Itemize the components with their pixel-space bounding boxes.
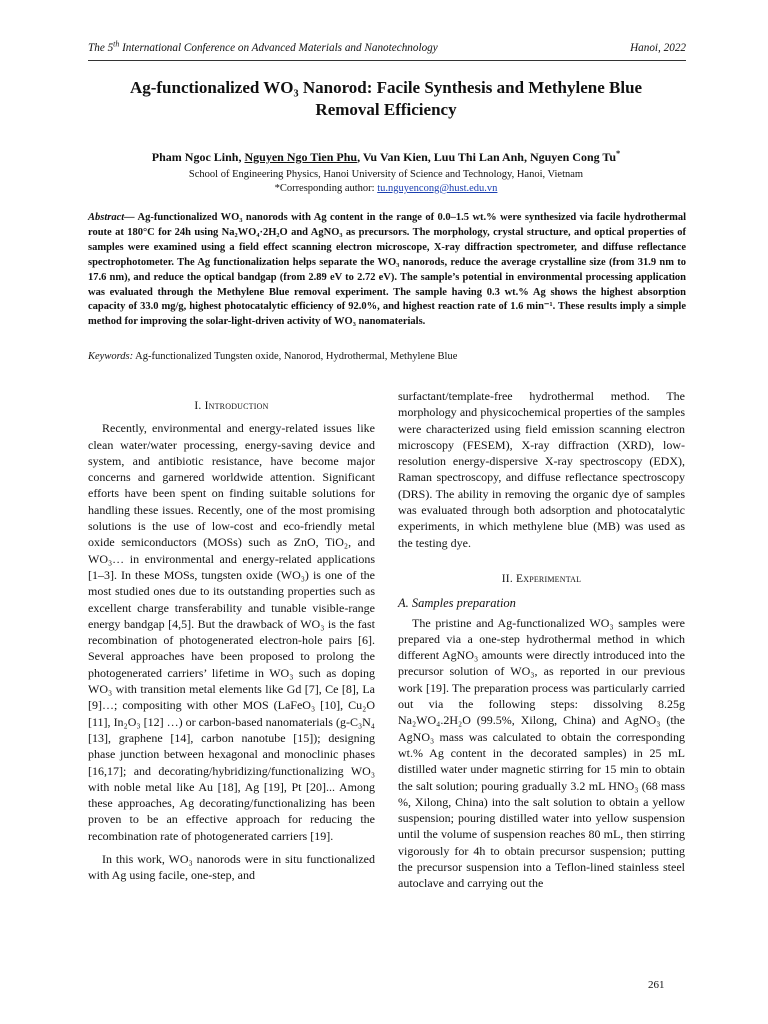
abstract-text: Ag-functionalized WO₃ nanorods with Ag content in the range of 0.0–1.5 wt.% were synthesized via facile hydrothermal route at 180°C for 24h using Na₂WO₄·2H₂O and AgNO₃ as precursors. The morphology, crystal structure, and optical properties of samples were examined using a field effect scanning electron microscope, X-ray diffraction spectrometer, and diffuse reflectance spectrophotometer. The Ag functionalization helps separate the WO₃ nanorods, reduce the average crystalline size (from 31.9 nm to 17.6 nm), and reduce the optical bandgap (from 2.89 eV to 2.72 eV). The sample’s potential in environmental processing application was evaluated through the Methylene Blue removal experiment. The sample having 0.3 wt.% Ag shows the highest absorption capacity of 33.0 mg/g, highest photocatalytic efficiency of 92.0%, and highest reaction rate of 1.6 min⁻¹. These results imply a simple method for improving the solar-light-driven activity of WO₃ nanomaterials. bbox=[88, 212, 686, 328]
title-line-2: Removal Efficiency bbox=[315, 100, 457, 119]
running-header bbox=[88, 39, 686, 54]
samples-preparation-paragraph: The pristine and Ag-functionalized WO₃ samples were prepared via a one-step hydrothermal method in which different AgNO₃ amounts were directly introduced into the precursor solution of WO₃, as reported in our previous work [19]. The preparation process was particularly carried out via the following steps: dissolving 8.25g Na₂WO₄.2H₂O (99.5%, Xilong, China) and AgNO₃ (the AgNO₃ mass was calculated to obtain the corresponding wt.% Ag content in the decorated samples) in 25 mL distilled water under magnetic stirring for 15 min to obtain the salt solution; pouring gradually 3.2 mL HNO₃ (68 mass %, Xilong, China) into the salt solution to obtain a yellow suspension; pouring distilled water into yellow suspension until the volume of suspension reaches 80 mL, then stirring vigorously for 4h to obtain precursor suspension; putting the precursor suspension into a Teflon-lined stainless steel autoclave and carrying out the bbox=[398, 615, 685, 891]
page-number: 261 bbox=[648, 979, 665, 991]
author-email-link[interactable]: tu.nguyencong@hust.edu.vn bbox=[377, 183, 498, 194]
presenting-author: Nguyen Ngo Tien Phu bbox=[244, 150, 358, 164]
intro-paragraph-continued: surfactant/template-free hydrothermal method. The morphology and physicochemical properties of the samples were characterized using field emission scanning electron microscopy (FESEM), X-ray diffraction (XRD), low-resolution energy-dispersive X-ray spectroscopy (EDX), Raman spectroscopy, and diffuse reflectance spectroscopy (DRS). The ability in removing the organic dye of samples was evaluated through both adsorption and photocatalytic experiments, in which methylene blue (MB) was used as the testing dye. bbox=[398, 389, 685, 550]
title-line-1: Ag-functionalized WO₃ Nanorod: Facile Synthesis and Methylene Blue bbox=[129, 78, 643, 97]
paper-title bbox=[60, 77, 712, 121]
header-rule bbox=[88, 60, 686, 61]
abstract bbox=[88, 211, 686, 330]
keywords-label: Keywords: bbox=[88, 351, 134, 362]
corresponding-mark: * bbox=[616, 149, 621, 158]
keywords-text: Ag-functionalized Tungsten oxide, Nanorod, Hydrothermal, Methylene Blue bbox=[133, 351, 458, 362]
author-list: Pham Ngoc Linh, Nguyen Ngo Tien Phu, Vu Van Kien, Luu Thi Lan Anh, Nguyen Cong Tu* bbox=[151, 149, 621, 164]
intro-paragraph-1: Recently, environmental and energy-related issues like clean water/water processing, energy-saving device and system, and antibiotic resistance, have become major concerns and garnered worldwide attention. Significant efforts have been spent on finding suitable solutions for handling these issues. Recently, one of the most promising solutions is the use of low-cost and eco-friendly metal oxide semiconductors (MOSs) such as ZnO, TiO₂, and WO₃… in environmental and energy-related applications [1–3]. In these MOSs, tungsten oxide (WO₃) is one of the most studied ones due to its outstanding properties such as excellent charge transferability and tunable visible-range energy bandgap [4,5]. But the drawback of WO₃ is the fast recombination of photogenerated electron-hole pairs [6]. Several approaches have been proposed to prolong the photogenerated carriers’ lifetime in WO₃ such as doping WO₃ with transition metal elements like Gd [7], Ce [8], La [9]…; compositing with other MOS (LaFeO₃ [10], Cu₂O [11], In₂O₃ [12] …) or carbon-based nanomaterials (g-C₃N₄ [13], graphene [14], carbon nanotube [15]); designing phase junction between hexagonal and monoclinic phases [16,17]; and decorating/hybridizing/functionalizing WO₃ with noble metal like Au [18], Ag [19], Pt [20]... Among these approaches, Ag decorating/functionalizing has been proven to be an effective approach for reducing the recombination rate of photogenerated carriers [19]. bbox=[88, 421, 375, 843]
place-date: Hanoi, 2022 bbox=[630, 42, 686, 54]
conference-name: The 5th International Conference on Advanced Materials and Nanotechnology bbox=[88, 39, 438, 54]
keywords bbox=[88, 351, 686, 362]
right-column bbox=[398, 388, 685, 892]
corresponding-author: *Corresponding author: tu.nguyencong@hust.edu.vn bbox=[274, 183, 498, 194]
affiliation-block bbox=[60, 168, 712, 196]
intro-paragraph-2: In this work, WO₃ nanorods were in situ functionalized with Ag using facile, one-step, and bbox=[88, 852, 375, 883]
section-heading-introduction: I. Introduction bbox=[194, 400, 269, 412]
left-column bbox=[88, 398, 375, 884]
section-heading-experimental: II. Experimental bbox=[501, 572, 582, 585]
affiliation: School of Engineering Physics, Hanoi University of Science and Technology, Hanoi, Vietnam bbox=[188, 169, 584, 180]
abstract-label: Abstract— bbox=[88, 212, 135, 223]
subsection-heading-samples: A. Samples preparation bbox=[398, 596, 516, 611]
